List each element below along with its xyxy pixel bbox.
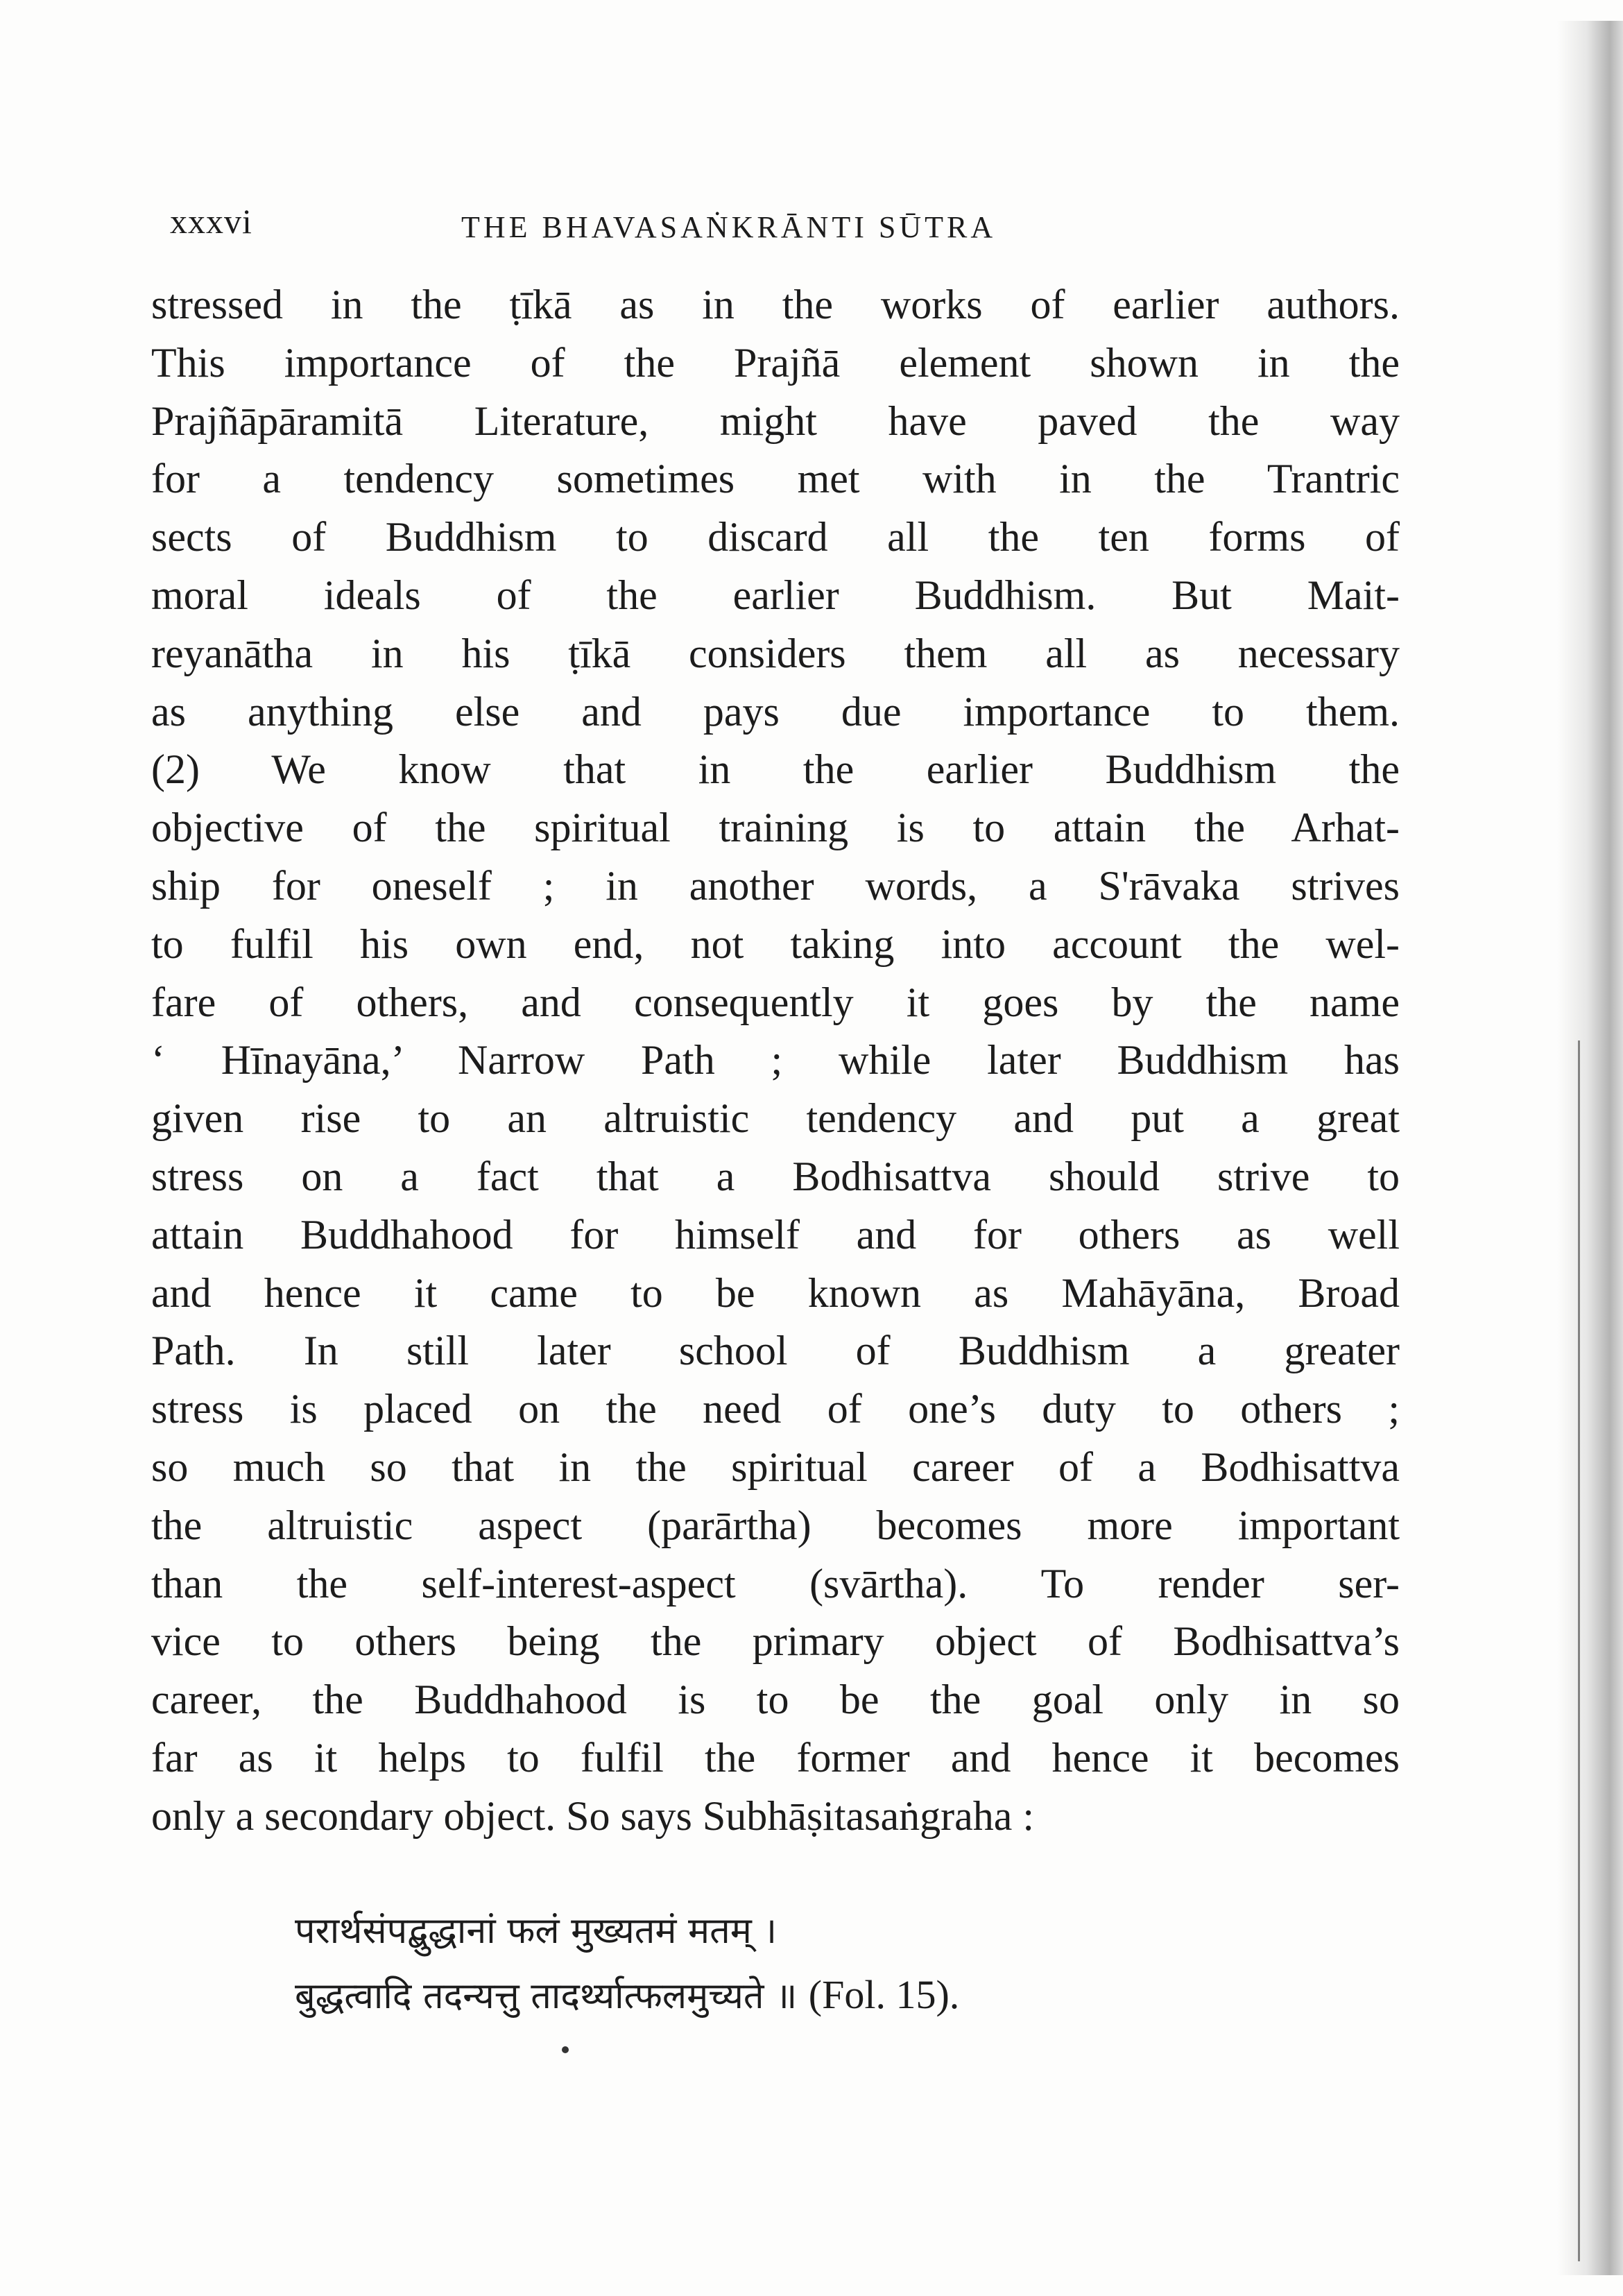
text-line: for a tendency sometimes met with in the Trantric <box>151 456 1400 502</box>
text-line: fare of others, and consequently it goes by the name <box>151 979 1400 1025</box>
text-line: given rise to an altruistic tendency and put a great <box>151 1095 1400 1142</box>
text-line: objective of the spiritual training is to attain the Arhat- <box>151 805 1400 851</box>
text-line: far as it helps to fulfil the former and hence it becomes <box>151 1734 1400 1781</box>
text-line: stressed in the ṭīkā as in the works of earlier authors. <box>151 282 1400 327</box>
text-line: to fulfil his own end, not taking into account the wel- <box>151 920 1400 967</box>
text-line: stress is placed on the need of one’s duty to others ; <box>151 1386 1400 1432</box>
page-header <box>170 189 1141 251</box>
running-title: THE BHAVASAṄKRĀNTI SŪTRA <box>461 210 997 244</box>
text-line: vice to others being the primary object of Bodhisattva’s <box>151 1618 1400 1665</box>
ink-dot <box>562 2046 569 2053</box>
verse-line-2-text: बुद्धत्वादि तदन्यत्तु तादर्थ्यात्फलमुच्यते ॥ <box>295 1976 798 2017</box>
text-line: career, the Buddhahood is to be the goal only in so <box>151 1677 1400 1723</box>
text-line: This importance of the Prajñā element shown in the <box>151 339 1400 386</box>
text-line: so much so that in the spiritual career of a Bodhisattva <box>151 1443 1400 1490</box>
text-line: and hence it came to be known as Mahāyāna, Broad <box>151 1269 1400 1316</box>
text-line: as anything else and pays due importance to them. <box>151 688 1400 735</box>
text-line: than the self-interest-aspect (svārtha). To render ser- <box>151 1560 1400 1607</box>
binding-edge-rule <box>1578 1040 1580 2261</box>
text-line: reyanātha in his ṭīkā considers them all as necessary <box>151 630 1400 676</box>
verse-line-2 <box>295 1963 1266 2027</box>
text-line: only a secondary object. So says Subhāṣitasaṅgraha : <box>151 1792 1035 1839</box>
text-line: the altruistic aspect (parārtha) becomes more important <box>151 1502 1400 1548</box>
page-number: xxxvi <box>170 202 252 241</box>
verse-line-1: परार्थसंपद्बुद्धानां फलं मुख्यतमं मतम् । <box>295 1910 778 1952</box>
text-line: Prajñāpāramitā Literature, might have paved the way <box>151 397 1400 444</box>
text-line: sects of Buddhism to discard all the ten forms of <box>151 514 1400 560</box>
text-line: ship for oneself ; in another words, a S'rāvaka strives <box>151 862 1400 909</box>
binding-edge-shadow <box>1557 21 1623 2275</box>
text-line: stress on a fact that a Bodhisattva should strive to <box>151 1153 1400 1199</box>
verse-reference: (Fol. 15). <box>808 1972 960 2017</box>
sanskrit-verse <box>295 1899 1266 2027</box>
text-line: ‘ Hīnayāna,’ Narrow Path ; while later Buddhism has <box>151 1037 1400 1083</box>
text-line: moral ideals of the earlier Buddhism. But Mait- <box>151 572 1400 618</box>
text-line: Path. In still later school of Buddhism a greater <box>151 1328 1400 1374</box>
text-line: attain Buddhahood for himself and for others as well <box>151 1211 1400 1258</box>
text-line: (2) We know that in the earlier Buddhism the <box>151 746 1400 793</box>
body-paragraph <box>151 276 1400 1846</box>
